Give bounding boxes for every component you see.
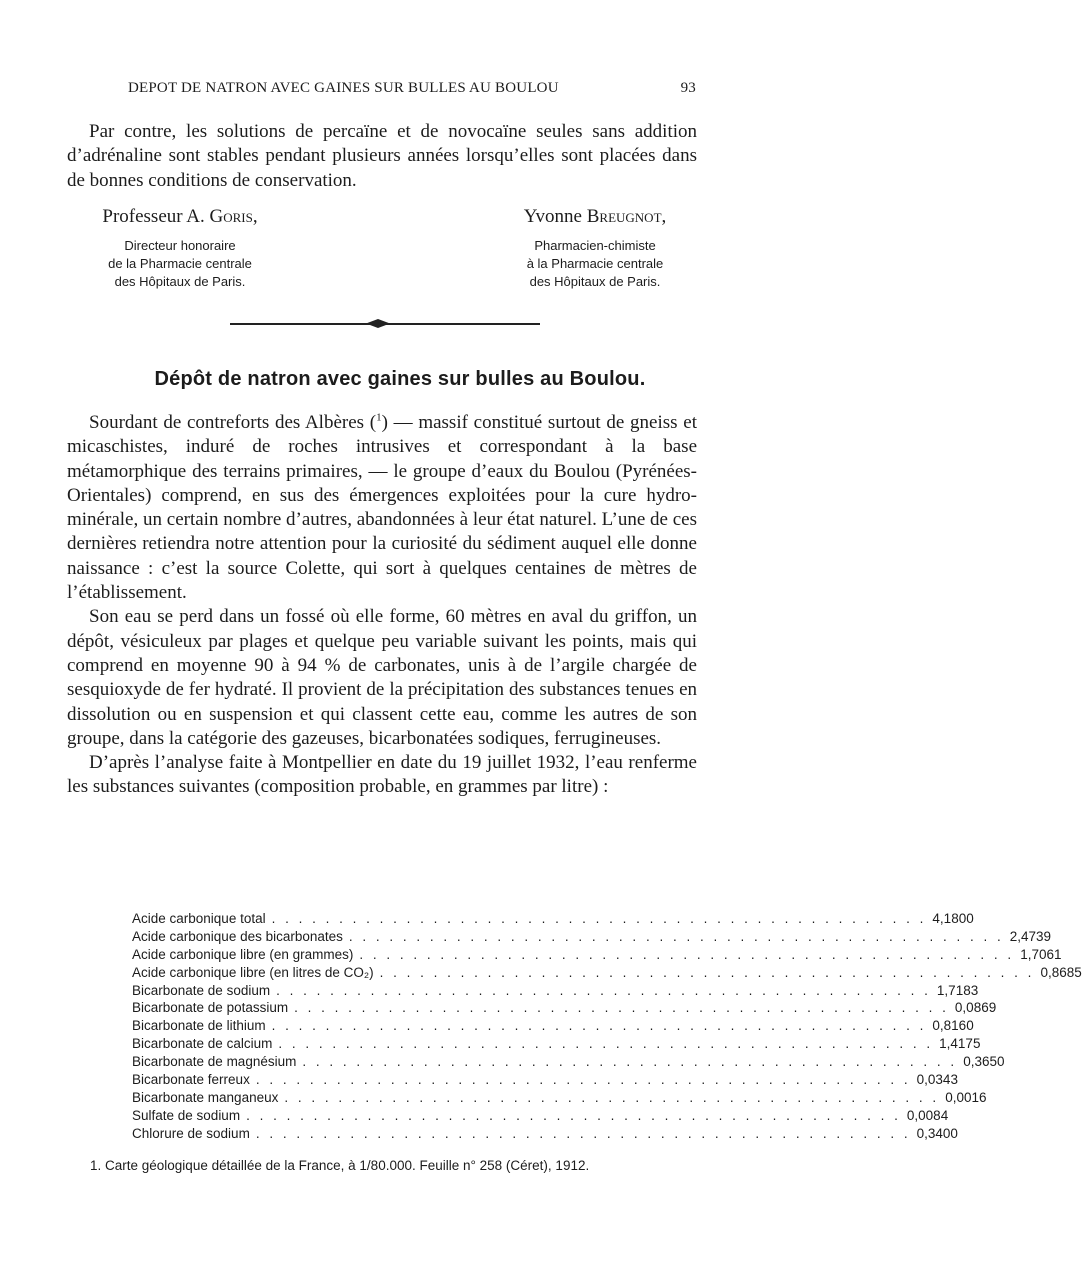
table-row-value: 1,4175 bbox=[939, 1036, 981, 1052]
table-row-label: Bicarbonate de calcium bbox=[132, 1036, 273, 1052]
analysis-table bbox=[132, 910, 1082, 1143]
signature-right-name: Yvonne Breugnot, bbox=[523, 206, 667, 227]
table-row-value: 0,0016 bbox=[945, 1089, 987, 1105]
intro-paragraph: Par contre, les solutions de percaïne et de novocaïne seules sans addition d’adrénaline sont stables pendant plusieurs années lorsqu’elles sont placées dans de bonnes conditions de conservation. bbox=[67, 121, 697, 191]
table-row-label: Acide carbonique libre (en litres de CO₂) bbox=[132, 964, 374, 980]
table-row bbox=[132, 1089, 987, 1107]
table-row-label: Chlorure de sodium bbox=[132, 1125, 250, 1141]
table-row bbox=[132, 1053, 1005, 1071]
divider-ornament bbox=[366, 319, 390, 328]
dot-leader: . . . . . . . . . . . . . . . . . . . . . . . . . . . . . . . . . . . . . . . . . . . . . . . . . bbox=[294, 1000, 949, 1016]
table-row-value: 0,3650 bbox=[963, 1054, 1005, 1070]
signature-right bbox=[490, 205, 700, 291]
table-row-label: Bicarbonate de magnésium bbox=[132, 1054, 297, 1070]
table-row bbox=[132, 910, 974, 928]
dot-leader: . . . . . . . . . . . . . . . . . . . . . . . . . . . . . . . . . . . . . . . . . . . . . . . . . bbox=[255, 1125, 911, 1141]
dot-leader: . . . . . . . . . . . . . . . . . . . . . . . . . . . . . . . . . . . . . . . . . . . . . . . . . bbox=[271, 911, 927, 926]
table-row bbox=[132, 1035, 981, 1053]
table-row-value: 2,4739 bbox=[1009, 928, 1052, 944]
intro-block bbox=[67, 120, 697, 193]
table-row-label: Acide carbonique des bicarbonates bbox=[132, 928, 343, 944]
table-row bbox=[132, 1017, 974, 1035]
page-number: 93 bbox=[680, 80, 696, 96]
table-row-label: Bicarbonate ferreux bbox=[132, 1072, 250, 1088]
table-row-label: Bicarbonate de potassium bbox=[132, 1000, 289, 1016]
table-row-value: 0,0343 bbox=[916, 1072, 958, 1088]
article-body bbox=[67, 411, 697, 800]
table-row bbox=[132, 999, 997, 1017]
article-paragraph-2: Son eau se perd dans un fossé où elle forme, 60 mètres en aval du griffon, un dépôt, vésiculeux par plages et quelque peu variable suivant les points, mais qui comprend en moyenne 90 à 94 % de carbonates, unis à de l’argile chargée de sesquioxyde de fer hydraté. Il provient de la précipitation des substances tenues en dissolution ou en suspension et qui classent cette eau, comme les autres de son groupe, dans la catégorie des gazeuses, bicarbonatées sodiques, ferrugineuses. bbox=[67, 606, 697, 749]
signature-left bbox=[75, 205, 285, 291]
table-row-label: Acide carbonique libre (en grammes) bbox=[132, 946, 354, 962]
dot-leader: . . . . . . . . . . . . . . . . . . . . . . . . . . . . . . . . . . . . . . . . . . . . . . . . . bbox=[302, 1054, 958, 1070]
table-row-value: 0,0869 bbox=[954, 1000, 997, 1016]
signature-right-surname: Breugnot, bbox=[586, 206, 667, 227]
table-row-value: 0,0084 bbox=[906, 1107, 949, 1123]
signature-left-surname: Goris, bbox=[209, 206, 258, 227]
table-row-label: Bicarbonate de lithium bbox=[132, 1018, 266, 1034]
table-row bbox=[132, 1125, 958, 1143]
table-row-value: 1,7183 bbox=[936, 982, 979, 998]
table-row-label: Acide carbonique total bbox=[132, 911, 266, 926]
footnote-ref[interactable]: 1 bbox=[376, 411, 382, 424]
signature-left-name: Professeur A. Goris, bbox=[102, 206, 258, 227]
table-row-label: Bicarbonate manganeux bbox=[132, 1089, 279, 1105]
signature-left-affiliation: Directeur honoraire de la Pharmacie centrale des Hôpitaux de Paris. bbox=[108, 238, 252, 289]
dot-leader: . . . . . . . . . . . . . . . . . . . . . . . . . . . . . . . . . . . . . . . . . . . . . . . . . bbox=[276, 982, 931, 998]
table-row bbox=[132, 928, 1052, 946]
running-title: DEPOT DE NATRON AVEC GAINES SUR BULLES AU BOULOU bbox=[128, 80, 559, 96]
dot-leader: . . . . . . . . . . . . . . . . . . . . . . . . . . . . . . . . . . . . . . . . . . . . . . . . . bbox=[246, 1107, 901, 1123]
table-row bbox=[132, 1107, 949, 1125]
dot-leader: . . . . . . . . . . . . . . . . . . . . . . . . . . . . . . . . . . . . . . . . . . . . . . . . . bbox=[359, 946, 1015, 962]
article-paragraph-1: Sourdant de contreforts des Albères ($^1$) — massif constitué surtout de gneiss et micaschistes, induré de roches intrusives et correspondant à la base métamorphique des terrains primaires, — le groupe d’eaux du Boulou (Pyrénées-Orientales) comprend, en sus des émergences exploitées pour la cure hydro-minérale, un certain nombre d’autres, abandonnées à leur état naturel. L’une de ces dernières retiendra notre attention pour la curiosité du sédiment auquel elle donne naissance : c’est la source Colette, qui sort à quelques centaines de mètres de l’établissement. bbox=[67, 411, 697, 604]
table-row-label: Sulfate de sodium bbox=[132, 1107, 241, 1123]
footnote: 1. Carte géologique détaillée de la France, à 1/80.000. Feuille n° 258 (Céret), 1912. bbox=[90, 1158, 590, 1173]
dot-leader: . . . . . . . . . . . . . . . . . . . . . . . . . . . . . . . . . . . . . . . . . . . . . . . . . bbox=[278, 1036, 934, 1052]
table-row-value: 0,3400 bbox=[916, 1125, 958, 1141]
article-paragraph-3: D’après l’analyse faite à Montpellier en date du 19 juillet 1932, l’eau renferme les substances suivantes (composition probable, en grammes par litre) : bbox=[67, 752, 697, 798]
table-row bbox=[132, 982, 979, 1000]
table-row-value: 0,8160 bbox=[932, 1018, 974, 1034]
table-row bbox=[132, 1071, 958, 1089]
table-row-value: 0,8685 bbox=[1040, 964, 1082, 980]
dot-leader: . . . . . . . . . . . . . . . . . . . . . . . . . . . . . . . . . . . . . . . . . . . . . . . . . bbox=[284, 1089, 940, 1105]
dot-leader: . . . . . . . . . . . . . . . . . . . . . . . . . . . . . . . . . . . . . . . . . . . . . . . . . bbox=[379, 964, 1035, 980]
table-row bbox=[132, 946, 1062, 964]
dot-leader: . . . . . . . . . . . . . . . . . . . . . . . . . . . . . . . . . . . . . . . . . . . . . . . . . bbox=[255, 1072, 911, 1088]
table-row-value: 4,1800 bbox=[932, 911, 974, 926]
article-title: Dépôt de natron avec gaines sur bulles au Boulou. bbox=[154, 368, 646, 390]
table-row-value: 1,7061 bbox=[1020, 946, 1062, 962]
signature-right-affiliation: Pharmacien-chimiste à la Pharmacie centrale des Hôpitaux de Paris. bbox=[526, 238, 664, 289]
table-row-label: Bicarbonate de sodium bbox=[132, 982, 271, 998]
dot-leader: . . . . . . . . . . . . . . . . . . . . . . . . . . . . . . . . . . . . . . . . . . . . . . . . . bbox=[348, 928, 1004, 944]
dot-leader: . . . . . . . . . . . . . . . . . . . . . . . . . . . . . . . . . . . . . . . . . . . . . . . . . bbox=[271, 1018, 927, 1034]
table-row bbox=[132, 964, 1082, 982]
